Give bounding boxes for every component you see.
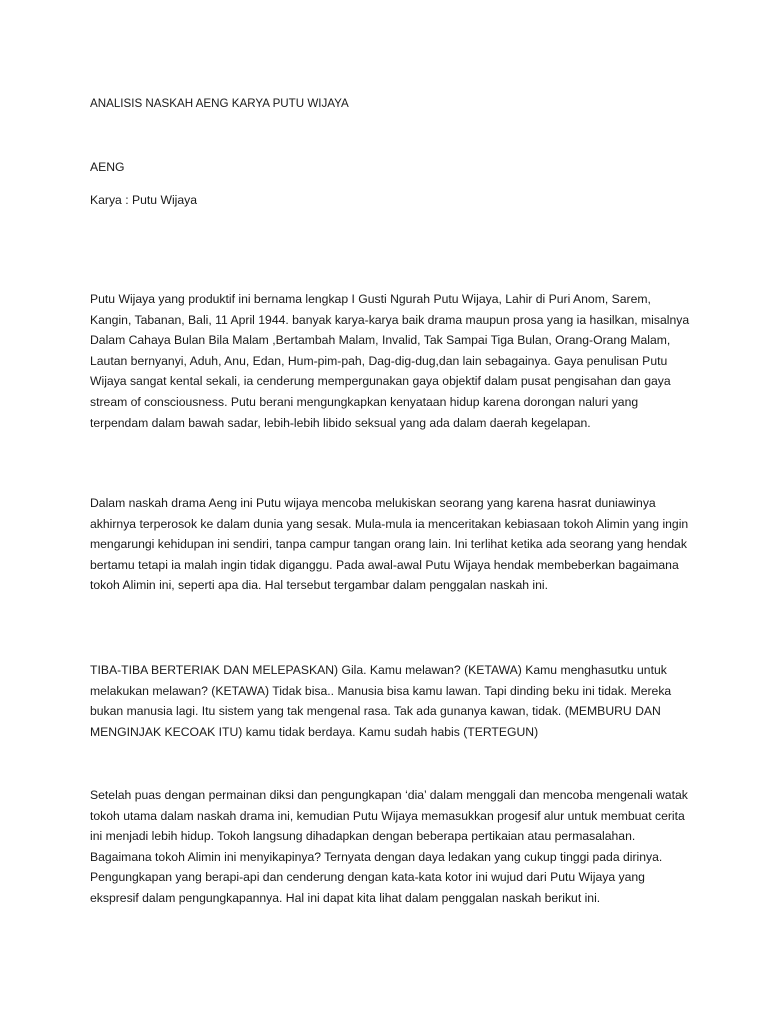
paragraph: Dalam naskah drama Aeng ini Putu wijaya mencoba melukiskan seorang yang karena hasrat duniawinya akhirnya terperosok ke dalam dunia yang sesak. Mula-mula ia menceritakan kebiasaan tokoh Alimin yang ingin mengarungi kehidupan ini sendiri, tanpa campur tangan orang lain. Ini terlihat ketika ada seorang yang hendak bertamu tetapi ia malah ingin tidak diganggu. Pada awal-awal Putu Wijaya hendak membeberkan bagaimana tokoh Alimin ini, seperti apa dia. Hal tersebut tergambar dalam penggalan naskah ini. — [90, 496, 689, 593]
author-line: Karya : Putu Wijaya — [90, 193, 198, 207]
document-heading: ANALISIS NASKAH AENG KARYA PUTU WIJAYA — [90, 97, 349, 110]
paragraph: Setelah puas dengan permainan diksi dan pengungkapan ‘dia’ dalam menggali dan mencoba mengenali watak tokoh utama dalam naskah drama ini, kemudian Putu Wijaya memasukkan progesif alur untuk membuat cerita ini menjadi lebih hidup. Tokoh langsung dihadapkan dengan beberapa pertikaian atau permasalahan. Bagaimana tokoh Alimin ini menyikapinya? Ternyata dengan daya ledakan yang cukup tinggi pada dirinya. Pengungkapan yang berapi-api dan cenderung dengan kata-kata kotor ini wujud dari Putu Wijaya yang ekspresif dalam pengungkapannya. Hal ini dapat kita lihat dalam penggalan naskah berikut ini. — [90, 788, 688, 905]
paragraph: Putu Wijaya yang produktif ini bernama lengkap I Gusti Ngurah Putu Wijaya, Lahir di Puri Anom, Sarem, Kangin, Tabanan, Bali, 11 April 1944. banyak karya-karya baik drama maupun prosa yang ia hasilkan, misalnya Dalam Cahaya Bulan Bila Malam ,Bertambah Malam, Invalid, Tak Sampai Tiga Bulan, Orang-Orang Malam, Lautan bernyanyi, Aduh, Anu, Edan, Hum-pim-pah, Dag-dig-dug,dan lain sebagainya. Gaya penulisan Putu Wijaya sangat kental sekali, ia cenderung mempergunakan gaya objektif dalam pusat pengisahan dan gaya stream of consciousness. Putu berani mengungkapkan kenyataan hidup karena dorongan naluri yang terpendam dalam bawah sadar, lebih-lebih libido seksual yang ada dalam daerah kegelapan. — [90, 292, 690, 430]
script-excerpt: TIBA-TIBA BERTERIAK DAN MELEPASKAN) Gila. Kamu melawan? (KETAWA) Kamu menghasutku untuk melakukan melawan? (KETAWA) Tidak bisa.. Manusia bisa kamu lawan. Tapi dinding beku ini tidak. Mereka bukan manusia lagi. Itu sistem yang tak mengenal rasa. Tak ada gunanya kawan, tidak. (MEMBURU DAN MENGINJAK KECOAK ITU) kamu tidak berdaya. Kamu sudah habis (TERTEGUN) — [90, 663, 672, 739]
document-title: AENG — [90, 160, 125, 174]
